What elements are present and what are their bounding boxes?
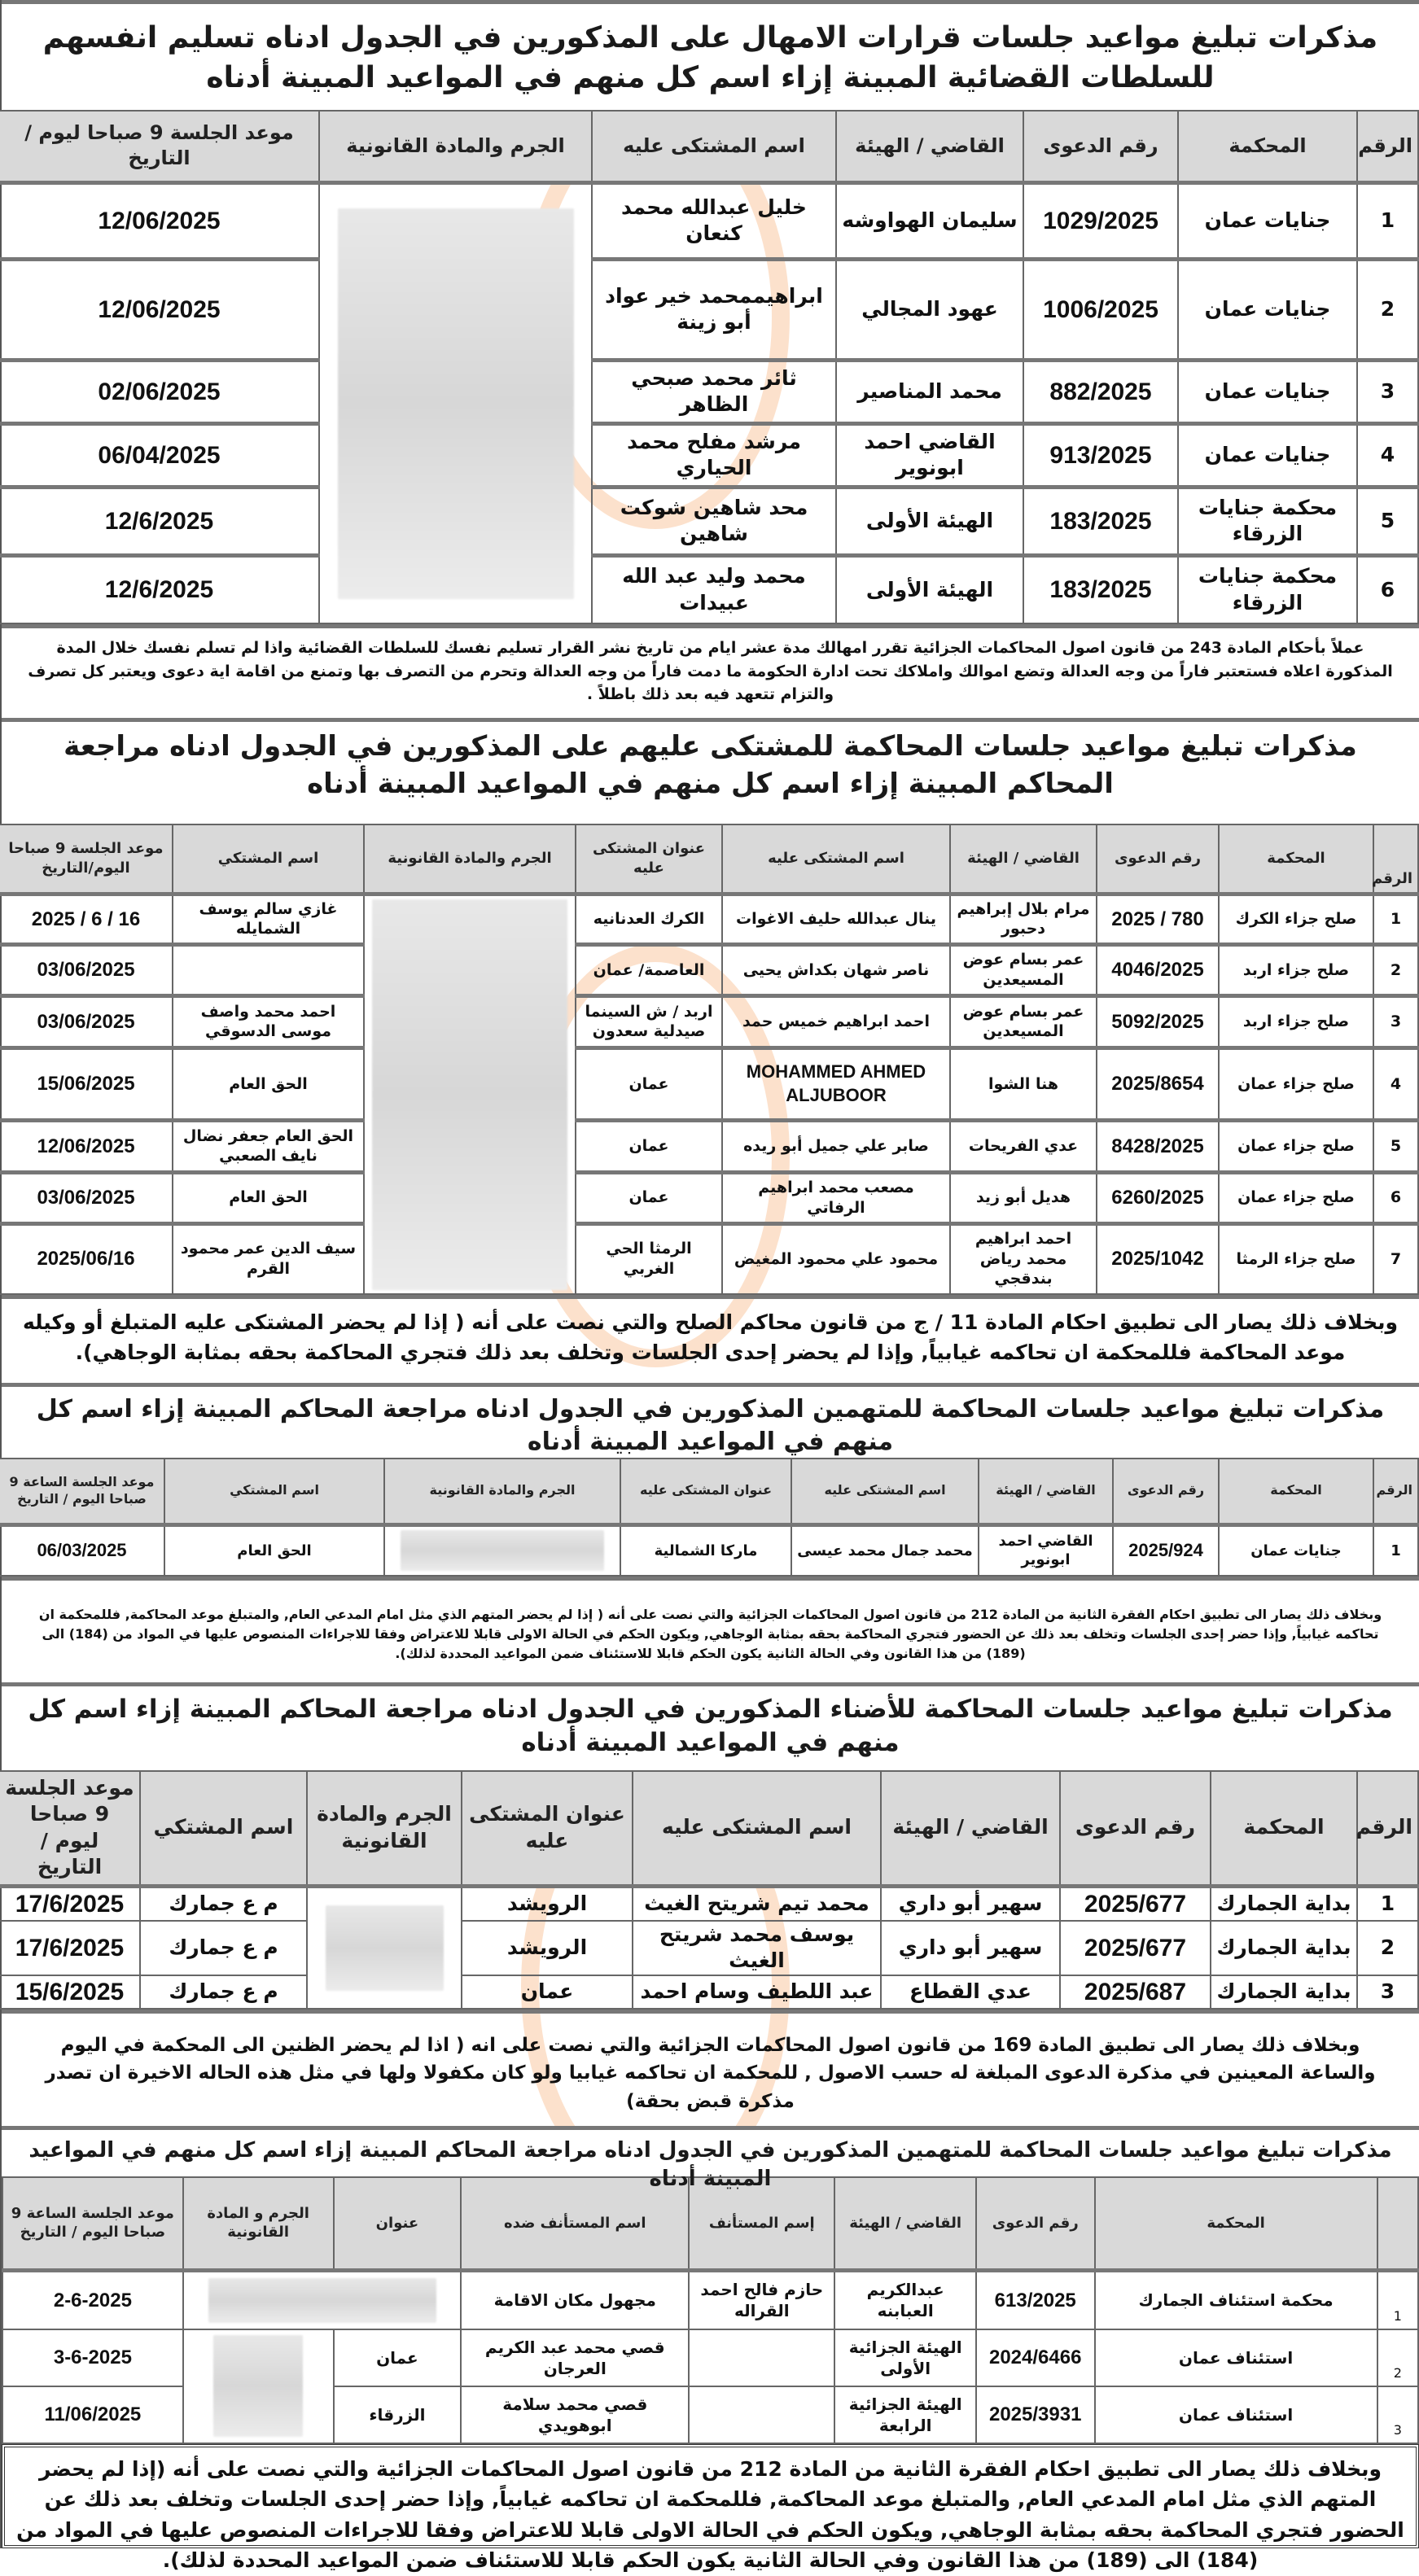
cell-case-number: 4046/2025 xyxy=(1097,945,1219,996)
cell-plaintiff: غازي سالم يوسف الشمايله xyxy=(173,894,364,945)
notices-table xyxy=(2,2176,1419,2444)
header-address: عنوان xyxy=(334,2177,462,2271)
cell-case-number: 2025/3931 xyxy=(976,2386,1095,2443)
cell-case-number: 2025/687 xyxy=(1060,1975,1211,2009)
cell-plaintiff: م ع جمارك xyxy=(140,1886,307,1921)
cell-index: 1 xyxy=(1377,2271,1418,2329)
cell-case-number: 2025/8654 xyxy=(1097,1048,1219,1120)
header-case-number: رقم الدعوى xyxy=(1113,1459,1219,1525)
cell-case-number: 8428/2025 xyxy=(1097,1120,1219,1172)
cell-defendant-address: عمان xyxy=(576,1172,722,1223)
table-row xyxy=(0,1975,1418,2009)
cell-index: 4 xyxy=(1357,423,1418,487)
cell-plaintiff: الحق العام xyxy=(173,1048,364,1120)
header-index: الرقم xyxy=(1373,1459,1418,1525)
legal-note: وبخلاف ذلك يصار الى تطبيق المادة 169 من قانون اصول المحاكمات الجزائية والتي نصت على انه ( اذا لم يحضر الظنين الى المحكمة في اليوم والساعة المعينين في مذكرة الدعوى المبلغة له حسب الاصول , للمحكمة ان تحاكمه غيابيا ولو كان مكفولا ولها في مثل هذه الحاله الاخيرة ان تصدر مذكرة قبض بحقة) xyxy=(2,2010,1419,2126)
table-row xyxy=(2,2271,1418,2329)
cell-index: 3 xyxy=(1373,995,1418,1047)
header-appellant: إسم المستأنف xyxy=(689,2177,834,2271)
cell-judge: عمر بسام عوض المسيعدين xyxy=(950,945,1097,996)
cell-respondent: مجهول مكان الاقامة xyxy=(461,2271,689,2329)
header-case-number: رقم الدعوى xyxy=(976,2177,1095,2271)
header-session-date: موعد الجلسة الساعة 9 صباحا اليوم / التاريخ xyxy=(0,1459,164,1525)
header-crime: الجرم والمادة القانونية xyxy=(319,111,592,182)
header-court: المحكمة xyxy=(1219,1459,1373,1525)
header-judge: القاضي / الهيئة xyxy=(979,1459,1113,1525)
notices-table xyxy=(0,824,1419,1295)
cell-appellant: حازم فالح احمد القراله xyxy=(689,2271,834,2329)
cell-defendant: ابراهيممحمد خير عواد أبو زينة xyxy=(592,259,836,360)
cell-index: 5 xyxy=(1357,487,1418,555)
header-judge: القاضي / الهيئة xyxy=(881,1771,1060,1887)
cell-defendant: مصعب محمد ابراهيم الرفاتي xyxy=(722,1172,950,1223)
cell-index: 2 xyxy=(1377,2329,1418,2386)
cell-session-date: 12/6/2025 xyxy=(0,487,319,555)
notices-table xyxy=(0,110,1419,624)
cell-plaintiff: الحق العام xyxy=(164,1525,384,1576)
section-appeal-notices xyxy=(0,2126,1419,2572)
table-row xyxy=(0,1525,1418,1576)
cell-court: بداية الجمارك xyxy=(1211,1975,1357,2009)
cell-index: 4 xyxy=(1373,1048,1418,1120)
cell-defendant: محمد جمال محمد عيسى xyxy=(791,1525,979,1576)
cell-plaintiff: م ع جمارك xyxy=(140,1975,307,2009)
header-crime: الجرم والمادة القانونية xyxy=(364,824,576,894)
cell-index: 3 xyxy=(1377,2386,1418,2443)
cell-session-date: 12/06/2025 xyxy=(0,1120,173,1172)
cell-crime-redacted xyxy=(307,1886,462,2009)
header-session-date: موعد الجلسة 9 صباحا ليوم / التاريخ xyxy=(0,111,319,182)
cell-case-number: 6260/2025 xyxy=(1097,1172,1219,1223)
table-row xyxy=(0,259,1418,360)
cell-plaintiff: الحق العام xyxy=(173,1172,364,1223)
cell-case-number: 183/2025 xyxy=(1023,555,1178,623)
header-judge: القاضي / الهيئة xyxy=(950,824,1097,894)
cell-case-number: 1029/2025 xyxy=(1023,182,1178,259)
section-defendants-felony-notices xyxy=(0,1383,1419,1682)
cell-court: جنايات عمان xyxy=(1178,182,1357,259)
table-row xyxy=(0,423,1418,487)
table-row xyxy=(0,1120,1418,1172)
header-session-date: موعد الجلسة 9 صباحا ليوم / التاريخ xyxy=(0,1771,140,1887)
cell-court: محكمة استئناف الجمارك xyxy=(1095,2271,1377,2329)
cell-index: 2 xyxy=(1373,945,1418,996)
header-judge: القاضي / الهيئة xyxy=(834,2177,976,2271)
section-title: مذكرات تبليغ مواعيد جلسات المحاكمة للمتهمين المذكورين في الجدول ادناه مراجعة المحاكم المبينة إزاء اسم كل منهم في المواعيد المبينة أدناه xyxy=(2,1383,1419,1458)
cell-crime-redacted xyxy=(364,894,576,1294)
cell-court: صلح جزاء اربد xyxy=(1219,945,1373,996)
cell-index: 7 xyxy=(1373,1223,1418,1293)
cell-court: صلح جزاء اربد xyxy=(1219,995,1373,1047)
cell-session-date: 06/03/2025 xyxy=(0,1525,164,1576)
cell-defendant: MOHAMMED AHMED ALJUBOOR xyxy=(722,1048,950,1120)
legal-note: وبخلاف ذلك يصار الى تطبيق احكام الفقرة الثانية من المادة 212 من قانون اصول المحاكمات الجزائية والتي نصت على أنه ( إذا لم يحضر المتهم الذي مثل امام المدعي العام, والمتبلغ موعد المحاكمة, فللمحكمة ان تحاكمه غيابياً, وإذا حضر إحدى الجلسات وتخلف بعد ذلك عن الحضور فتجري المحاكمة بحقه بمثابة الوجاهي, ويكون الحكم في الحالة الاولى قابلا للاعتراض وفقا للاجراءات المنصوص عليها في المواد من (184) الى (189) من هذا القانون وفي الحالة الثانية يكون الحكم قابلا للاستئناف ضمن المواعيد المحددة لذلك). xyxy=(2,1577,1419,1682)
cell-judge: سهير أبو داري xyxy=(881,1886,1060,1921)
header-crime: الجرم والمادة القانونية xyxy=(307,1771,462,1887)
cell-defendant-address: الكرك العدنانيه xyxy=(576,894,722,945)
cell-crime-redacted xyxy=(183,2329,334,2443)
cell-case-number: 2025/1042 xyxy=(1097,1223,1219,1293)
cell-case-number: 613/2025 xyxy=(976,2271,1095,2329)
cell-defendant-address: عمان xyxy=(462,1975,633,2009)
header-plaintiff: اسم المشتكي xyxy=(173,824,364,894)
cell-judge: القاضي احمد ابونوير xyxy=(836,423,1023,487)
cell-case-number: 2025/677 xyxy=(1060,1921,1211,1975)
cell-appellant xyxy=(689,2386,834,2443)
cell-case-number: 183/2025 xyxy=(1023,487,1178,555)
cell-judge: الهيئة الجزائية الأولى xyxy=(834,2329,976,2386)
cell-session-date: 2025/06/16 xyxy=(0,1223,173,1293)
cell-index: 2 xyxy=(1357,259,1418,360)
cell-defendant-address: الرويشد xyxy=(462,1886,633,1921)
cell-defendant: ثائر محمد صبحي الظاهر xyxy=(592,360,836,423)
cell-case-number: 2025/924 xyxy=(1113,1525,1219,1576)
header-defendant-address: عنوان المشتكى عليه xyxy=(576,824,722,894)
cell-session-date: 17/6/2025 xyxy=(0,1921,140,1975)
table-row xyxy=(0,182,1418,259)
cell-court: بداية الجمارك xyxy=(1211,1921,1357,1975)
cell-case-number: 5092/2025 xyxy=(1097,995,1219,1047)
header-court: المحكمة xyxy=(1178,111,1357,182)
cell-court: بداية الجمارك xyxy=(1211,1886,1357,1921)
cell-index: 1 xyxy=(1373,894,1418,945)
cell-session-date: 12/6/2025 xyxy=(0,555,319,623)
cell-index: 2 xyxy=(1357,1921,1418,1975)
header-judge: القاضي / الهيئة xyxy=(836,111,1023,182)
cell-respondent: قصي محمد عبد الكريم العرجان xyxy=(461,2329,689,2386)
cell-index: 1 xyxy=(1373,1525,1418,1576)
cell-judge: سهير أبو داري xyxy=(881,1921,1060,1975)
cell-defendant: خليل عبدالله محمد كنعان xyxy=(592,182,836,259)
cell-case-number: 882/2025 xyxy=(1023,360,1178,423)
cell-appellant xyxy=(689,2329,834,2386)
cell-judge: سليمان الهواوشه xyxy=(836,182,1023,259)
table-row xyxy=(0,555,1418,623)
legal-note: وبخلاف ذلك يصار الى تطبيق احكام المادة 11 / ج من قانون محاكم الصلح والتي نصت على أنه ( إذا لم يحضر المشتكى عليه المتبلغ أو وكيله موعد المحاكمة فللمحكمة ان تحاكمه غيابياً, وإذا لم يحضر إحدى الجلسات وتخلف بعد ذلك فتجري المحاكمة بحقه بمثابة الوجاهي). xyxy=(2,1295,1419,1383)
cell-court: جنايات عمان xyxy=(1219,1525,1373,1576)
cell-crime-redacted xyxy=(319,182,592,623)
header-index: الرقم xyxy=(1373,824,1418,894)
cell-court: استئناف عمان xyxy=(1095,2386,1377,2443)
cell-session-date: 2-6-2025 xyxy=(2,2271,183,2329)
cell-judge: محمد المناصير xyxy=(836,360,1023,423)
cell-session-date: 03/06/2025 xyxy=(0,995,173,1047)
table-row xyxy=(0,894,1418,945)
section-misdemeanor-notices xyxy=(0,1682,1419,2126)
cell-session-date: 12/06/2025 xyxy=(0,182,319,259)
legal-note: عملاً بأحكام المادة 243 من قانون اصول المحاكمات الجزائية تقرر امهالك مدة عشر ايام من تاريخ نشر القرار تسليم نفسك للسلطات القضائية واذا لم تسلم نفسك خلال المدة المذكورة اعلاه فستعتبر فاراً من وجه العدالة وتضع اموالك واملاكك تحت ادارة الحكومة ما دمت فاراً من وجه العدالة وتحرم من التصرف بها وتمنع من اقامة اية دعوى ويعتبر كل تصرف والتزام تتعهد فيه بعد ذلك باطلاً . xyxy=(2,624,1419,718)
header-case-number: رقم الدعوى xyxy=(1097,824,1219,894)
header-session-date: موعد الجلسة 9 صباحا اليوم/التاريخ xyxy=(0,824,173,894)
cell-crime-redacted xyxy=(384,1525,620,1576)
cell-defendant: مرشد مفلح محمد الحياري xyxy=(592,423,836,487)
cell-defendant: عبد اللطيف وسام احمد xyxy=(633,1975,881,2009)
cell-plaintiff xyxy=(173,945,364,996)
cell-case-number: 913/2025 xyxy=(1023,423,1178,487)
notices-table xyxy=(0,1770,1419,2010)
header-case-number: رقم الدعوى xyxy=(1023,111,1178,182)
table-row xyxy=(0,360,1418,423)
cell-judge: عهود المجالي xyxy=(836,259,1023,360)
cell-court: استئناف عمان xyxy=(1095,2329,1377,2386)
header-court: المحكمة xyxy=(1219,824,1373,894)
cell-defendant: محمود علي محمود المغيض xyxy=(722,1223,950,1293)
cell-crime-redacted xyxy=(183,2271,462,2329)
cell-index: 6 xyxy=(1357,555,1418,623)
cell-judge: هنا الشوا xyxy=(950,1048,1097,1120)
cell-case-number: 780 / 2025 xyxy=(1097,894,1219,945)
cell-defendant: يوسف محمد شريتح الغيث xyxy=(633,1921,881,1975)
cell-judge: عمر بسام عوض المسيعدين xyxy=(950,995,1097,1047)
cell-court: صلح جزاء عمان xyxy=(1219,1048,1373,1120)
cell-court: محكمة جنايات الزرقاء xyxy=(1178,555,1357,623)
cell-judge: الهيئة الأولى xyxy=(836,487,1023,555)
cell-court: جنايات عمان xyxy=(1178,360,1357,423)
header-defendant: اسم المشتكى عليه xyxy=(791,1459,979,1525)
cell-session-date: 17/6/2025 xyxy=(0,1886,140,1921)
cell-plaintiff: م ع جمارك xyxy=(140,1921,307,1975)
cell-defendant-address: عمان xyxy=(576,1120,722,1172)
table-row xyxy=(0,1172,1418,1223)
cell-respondent: قصي محمد سلامة ابوهويدي xyxy=(461,2386,689,2443)
cell-defendant: ناصر شهان بكداش يحيى xyxy=(722,945,950,996)
cell-session-date: 03/06/2025 xyxy=(0,945,173,996)
cell-index: 1 xyxy=(1357,182,1418,259)
header-plaintiff: اسم المشتكي xyxy=(164,1459,384,1525)
cell-defendant-address: العاصمة/ عمان xyxy=(576,945,722,996)
cell-court: جنايات عمان xyxy=(1178,259,1357,360)
header-court: المحكمة xyxy=(1211,1771,1357,1887)
cell-session-date: 02/06/2025 xyxy=(0,360,319,423)
section-title: مذكرات تبليغ مواعيد جلسات المحاكمة للمتهمين المذكورين في الجدول ادناه مراجعة المحاكم المبينة إزاء اسم كل منهم في المواعيد المبينة أدناه xyxy=(2,2126,1419,2176)
cell-defendant-address: اربد / ش السينما صيدلية سعدون xyxy=(576,995,722,1047)
cell-defendant-address: عمان xyxy=(576,1048,722,1120)
cell-session-date: 11/06/2025 xyxy=(2,2386,183,2443)
cell-plaintiff: الحق العام جعفر نضال نايف الصعبي xyxy=(173,1120,364,1172)
header-respondent: اسم المستأنف ضده xyxy=(461,2177,689,2271)
cell-session-date: 15/06/2025 xyxy=(0,1048,173,1120)
cell-session-date: 12/06/2025 xyxy=(0,259,319,360)
cell-judge: عبدالكريم العبابنه xyxy=(834,2271,976,2329)
cell-judge: عدي القطاع xyxy=(881,1975,1060,2009)
cell-index: 5 xyxy=(1373,1120,1418,1172)
header-court: المحكمة xyxy=(1095,2177,1377,2271)
cell-defendant: صابر علي جميل أبو ريده xyxy=(722,1120,950,1172)
cell-court: صلح جزاء عمان xyxy=(1219,1120,1373,1172)
table-row xyxy=(0,487,1418,555)
cell-case-number: 1006/2025 xyxy=(1023,259,1178,360)
cell-defendant-address: الرمثا الحي الغربي xyxy=(576,1223,722,1293)
cell-defendant: محمد وليد عبد الله عبيدات xyxy=(592,555,836,623)
header-defendant-address: عنوان المشتكى عليه xyxy=(462,1771,633,1887)
table-row xyxy=(2,2329,1418,2386)
cell-judge: الهيئة الجزائية الرابعة xyxy=(834,2386,976,2443)
cell-case-number: 2024/6466 xyxy=(976,2329,1095,2386)
cell-defendant-address: ماركا الشمالية xyxy=(620,1525,791,1576)
table-row xyxy=(0,1048,1418,1120)
cell-index: 1 xyxy=(1357,1886,1418,1921)
cell-judge: هديل أبو زيد xyxy=(950,1172,1097,1223)
table-row xyxy=(0,995,1418,1047)
cell-court: محكمة جنايات الزرقاء xyxy=(1178,487,1357,555)
header-index: الرقم xyxy=(1357,111,1418,182)
table-row xyxy=(0,945,1418,996)
header-index xyxy=(1377,2177,1418,2271)
cell-defendant: محمد تيم شريتح الغيث xyxy=(633,1886,881,1921)
section-title: مذكرات تبليغ مواعيد جلسات قرارات الامهال على المذكورين في الجدول ادناه تسليم انفسهم للسلطات القضائية المبينة إزاء اسم كل منهم في المواعيد المبينة أدناه xyxy=(2,0,1419,110)
cell-defendant: ينال عبدالله حليف الاغوات xyxy=(722,894,950,945)
cell-address: الزرقاء xyxy=(334,2386,462,2443)
cell-address: عمان xyxy=(334,2329,462,2386)
table-row xyxy=(0,1223,1418,1293)
cell-defendant-address: الرويشد xyxy=(462,1921,633,1975)
header-case-number: رقم الدعوى xyxy=(1060,1771,1211,1887)
cell-session-date: 03/06/2025 xyxy=(0,1172,173,1223)
cell-judge: الهيئة الأولى xyxy=(836,555,1023,623)
cell-index: 3 xyxy=(1357,360,1418,423)
header-index: الرقم xyxy=(1357,1771,1418,1887)
section-title: مذكرات تبليغ مواعيد جلسات المحاكمة للأضناء المذكورين في الجدول ادناه مراجعة المحاكم المبينة إزاء اسم كل منهم في المواعيد المبينة أدناه xyxy=(2,1682,1419,1770)
cell-court: صلح جزاء الكرك xyxy=(1219,894,1373,945)
header-plaintiff: اسم المشتكي xyxy=(140,1771,307,1887)
legal-note: وبخلاف ذلك يصار الى تطبيق احكام الفقرة الثانية من المادة 212 من قانون اصول المحاكمات الجزائية والتي نصت على أنه (إذا لم يحضر المتهم الذي مثل امام المدعي العام, والمتبلغ موعد المحاكمة, فللمحكمة ان تحاكمه غيابياً, وإذا حضر إحدى الجلسات وتخلف بعد ذلك عن الحضور فتجري المحاكمة بحقه بمثابة الوجاهي, ويكون الحكم في الحالة الاولى قابلا للاعتراض وفقا للاجراءات المنصوص عليها في المواد من (184) الى (189) من هذا القانون وفي الحالة الثانية يكون الحكم قابلا للاستئناف ضمن المواعيد المحددة لذلك). xyxy=(2,2444,1419,2548)
cell-plaintiff: احمد محمد واصف موسى الدسوقي xyxy=(173,995,364,1047)
section-magistrate-court-notices xyxy=(0,718,1419,1383)
cell-case-number: 2025/677 xyxy=(1060,1886,1211,1921)
cell-defendant: محد شاهين شوكت شاهين xyxy=(592,487,836,555)
header-defendant: اسم المشتكى عليه xyxy=(592,111,836,182)
section-deadline-notices xyxy=(0,0,1419,718)
cell-court: صلح جزاء الرمثا xyxy=(1219,1223,1373,1293)
table-row xyxy=(0,1921,1418,1975)
header-defendant: اسم المشتكى عليه xyxy=(633,1771,881,1887)
cell-court: جنايات عمان xyxy=(1178,423,1357,487)
section-title: مذكرات تبليغ مواعيد جلسات المحاكمة للمشتكى عليهم على المذكورين في الجدول ادناه مراجعة المحاكم المبينة إزاء اسم كل منهم في المواعيد المبينة أدناه xyxy=(2,718,1419,824)
header-defendant: اسم المشتكى عليه xyxy=(722,824,950,894)
header-defendant-address: عنوان المشتكى عليه xyxy=(620,1459,791,1525)
cell-judge: عدي الفريحات xyxy=(950,1120,1097,1172)
cell-session-date: 16 / 6 / 2025 xyxy=(0,894,173,945)
table-row xyxy=(0,1886,1418,1921)
cell-judge: احمد ابراهيم محمد رياض بندقجي xyxy=(950,1223,1097,1293)
header-crime: الجرم و المادة القانونية xyxy=(183,2177,334,2271)
cell-index: 6 xyxy=(1373,1172,1418,1223)
cell-plaintiff: سيف الدين عمر محمود القرم xyxy=(173,1223,364,1293)
cell-session-date: 15/6/2025 xyxy=(0,1975,140,2009)
notices-table xyxy=(0,1458,1419,1577)
cell-index: 3 xyxy=(1357,1975,1418,2009)
header-crime: الجرم والمادة القانونية xyxy=(384,1459,620,1525)
cell-session-date: 06/04/2025 xyxy=(0,423,319,487)
cell-session-date: 3-6-2025 xyxy=(2,2329,183,2386)
header-session-date: موعد الجلسة الساعة 9 صباحا اليوم / التاريخ xyxy=(2,2177,183,2271)
cell-judge: القاضي احمد ابونوير xyxy=(979,1525,1113,1576)
cell-court: صلح جزاء عمان xyxy=(1219,1172,1373,1223)
cell-defendant: احمد ابراهيم خميس حمد xyxy=(722,995,950,1047)
cell-judge: مرام بلال إبراهيم دحبور xyxy=(950,894,1097,945)
